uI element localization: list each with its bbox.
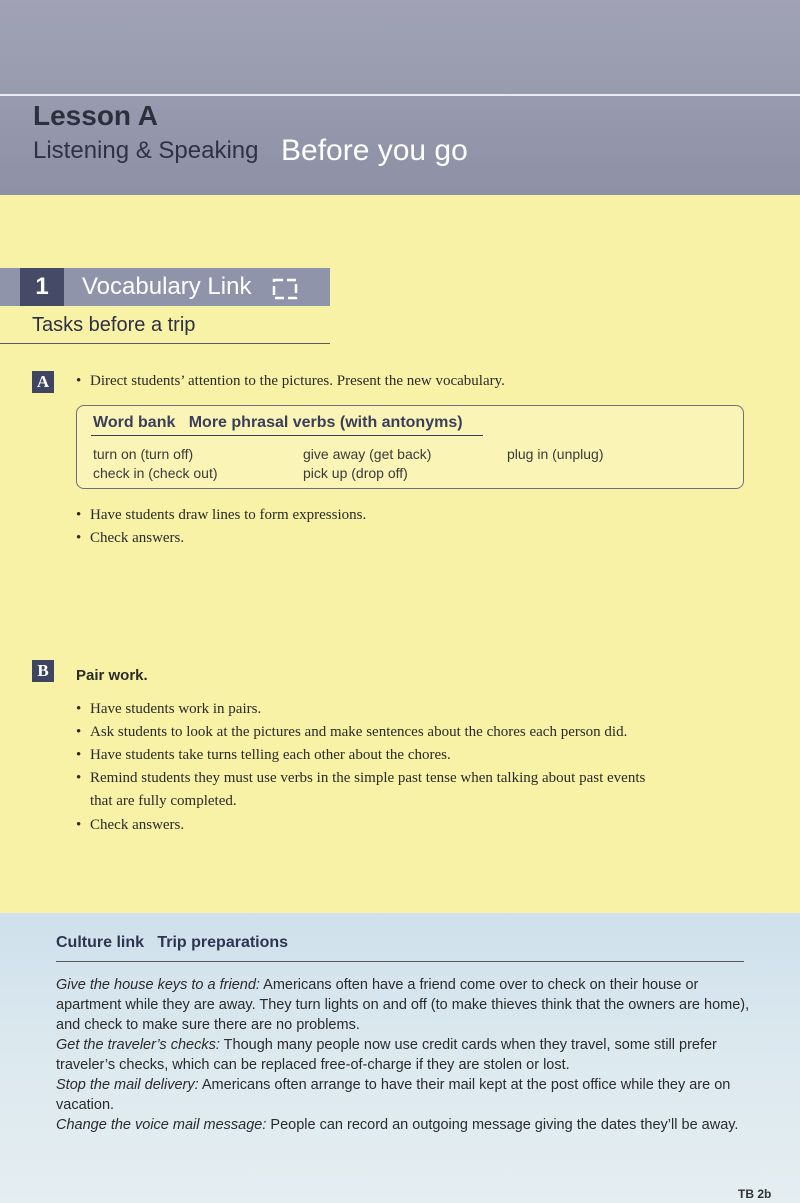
lesson-title: Lesson A bbox=[33, 100, 158, 131]
part-a-label: A bbox=[32, 371, 54, 393]
culture-paragraph bbox=[56, 1075, 750, 1115]
page-number: TB 2b bbox=[738, 1187, 772, 1201]
culture-paragraph bbox=[56, 975, 750, 1035]
word-bank-item: turn on (turn off) bbox=[93, 446, 194, 462]
culture-link-topic: Trip preparations bbox=[157, 934, 289, 951]
part-b-heading: Pair work. bbox=[76, 667, 148, 684]
section-number: 1 bbox=[20, 268, 64, 306]
part-b-bullet-continued: that are fully completed. bbox=[90, 793, 237, 809]
word-bank-rule bbox=[91, 435, 483, 436]
part-b-bullet: • Have students take turns telling each other about the chores. bbox=[74, 747, 451, 764]
word-bank-item: check in (check out) bbox=[93, 465, 218, 481]
word-bank-heading bbox=[93, 414, 463, 432]
subtitle-rule bbox=[0, 343, 330, 344]
word-bank-item: pick up (drop off) bbox=[303, 465, 408, 481]
header-rule bbox=[0, 94, 800, 96]
part-b-bullet: • Remind students they must use verbs in the simple past tense when talking about past events bbox=[74, 770, 645, 787]
culture-paragraph bbox=[56, 1115, 750, 1135]
culture-paragraph-text: Americans often arrange to have their mail kept at the post office while they are on vacation. bbox=[56, 1077, 731, 1113]
part-b-bullet: • Check answers. bbox=[74, 817, 184, 834]
culture-link-label: Culture link bbox=[56, 934, 145, 951]
cd-icon bbox=[270, 276, 300, 302]
lesson-topic: Before you go bbox=[281, 134, 468, 167]
culture-paragraph-lead: Change the voice mail message: bbox=[56, 1117, 267, 1133]
part-a-bullet-1: • Direct students’ attention to the pictures. Present the new vocabulary. bbox=[74, 373, 505, 390]
culture-paragraph-lead: Give the house keys to a friend: bbox=[56, 977, 260, 993]
word-bank-box bbox=[76, 405, 744, 489]
culture-paragraph bbox=[56, 1035, 750, 1075]
lesson-section: Listening & Speaking bbox=[33, 137, 259, 164]
part-a-bullet: • Have students draw lines to form expressions. bbox=[74, 507, 366, 524]
word-bank-item: plug in (unplug) bbox=[507, 446, 604, 462]
culture-paragraph-text: Though many people now use credit cards when they travel, some still prefer traveler’s checks, which can be replaced free-of-charge if they are stolen or lost. bbox=[56, 1037, 717, 1073]
culture-paragraph-text: Americans often have a friend come over to check on their house or apartment while they are away. They turn lights on and off (to make thieves think that the owners are home), and check to make sure there are no problems. bbox=[56, 977, 750, 1033]
culture-paragraph-lead: Get the traveler’s checks: bbox=[56, 1037, 220, 1053]
culture-paragraph-text: People can record an outgoing message giving the dates they’ll be away. bbox=[266, 1117, 739, 1133]
part-b-bullet: • Ask students to look at the pictures and make sentences about the chores each person did. bbox=[74, 724, 627, 741]
culture-link-heading bbox=[56, 934, 288, 952]
word-bank-title: More phrasal verbs (with antonyms) bbox=[188, 414, 463, 431]
section-title: Vocabulary Link bbox=[82, 273, 252, 300]
word-bank-label: Word bank bbox=[93, 414, 176, 431]
part-a-bullet: • Check answers. bbox=[74, 530, 184, 547]
culture-link-rule bbox=[56, 961, 744, 962]
part-b-bullet: • Have students work in pairs. bbox=[74, 701, 261, 718]
culture-paragraph-lead: Stop the mail delivery: bbox=[56, 1077, 199, 1093]
word-bank-item: give away (get back) bbox=[303, 446, 432, 462]
section-subtitle: Tasks before a trip bbox=[32, 314, 196, 336]
part-b-label: B bbox=[32, 660, 54, 682]
